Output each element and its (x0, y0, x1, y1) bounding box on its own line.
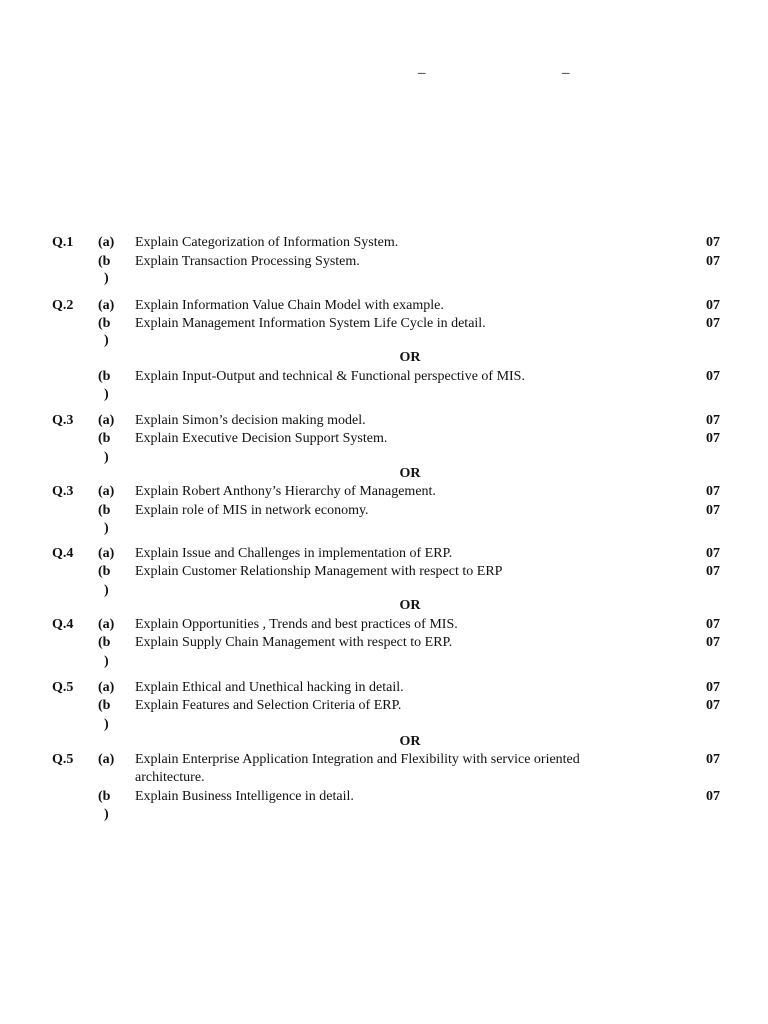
part-paren-row (0, 520, 768, 538)
part-paren-row (0, 806, 768, 824)
question-text: Explain Categorization of Information System. (135, 235, 399, 250)
part-paren-row (0, 386, 768, 404)
question-text: Explain Ethical and Unethical hacking in detail. (135, 680, 404, 695)
question-row (0, 430, 768, 448)
question-text: Explain Simon’s decision making model. (135, 413, 366, 428)
question-row (0, 616, 768, 634)
question-continuation-row (0, 769, 768, 787)
header-dash-left: – (418, 65, 426, 81)
question-row (0, 412, 768, 430)
question-text: Explain Information Value Chain Model with example. (135, 298, 444, 313)
question-number: Q.4 (52, 617, 74, 632)
question-text: Explain Business Intelligence in detail. (135, 789, 354, 804)
question-marks: 07 (706, 635, 720, 650)
part-paren-row (0, 332, 768, 350)
question-part: (b (98, 635, 111, 650)
question-text: Explain Robert Anthony’s Hierarchy of Management. (135, 484, 436, 499)
question-text: Explain Management Information System Life Cycle in detail. (135, 316, 486, 331)
question-row (0, 483, 768, 501)
question-row (0, 634, 768, 652)
question-row (0, 751, 768, 769)
question-text: Explain Opportunities , Trends and best practices of MIS. (135, 617, 458, 632)
part-paren: ) (104, 807, 109, 822)
question-marks: 07 (706, 484, 720, 499)
question-marks: 07 (706, 617, 720, 632)
part-paren-row (0, 716, 768, 734)
or-separator: OR (399, 350, 421, 365)
question-part: (b (98, 316, 111, 331)
question-number: Q.3 (52, 413, 74, 428)
question-part: (a) (98, 617, 115, 632)
question-number: Q.5 (52, 680, 74, 695)
question-number: Q.1 (52, 235, 74, 250)
part-paren: ) (104, 387, 109, 402)
question-part: (b (98, 369, 111, 384)
question-part: (b (98, 789, 111, 804)
part-paren-row (0, 653, 768, 671)
question-row (0, 502, 768, 520)
part-paren: ) (104, 654, 109, 669)
question-text: Explain Executive Decision Support System. (135, 431, 388, 446)
question-text: Explain Transaction Processing System. (135, 254, 360, 269)
part-paren: ) (104, 271, 109, 286)
question-marks: 07 (706, 789, 720, 804)
question-text: Explain Supply Chain Management with respect to ERP. (135, 635, 453, 650)
question-marks: 07 (706, 752, 720, 767)
question-marks: 07 (706, 564, 720, 579)
part-paren: ) (104, 717, 109, 732)
header-dash-right: – (562, 65, 570, 81)
part-paren-row (0, 270, 768, 288)
question-row (0, 563, 768, 581)
question-row (0, 788, 768, 806)
question-row (0, 368, 768, 386)
question-marks: 07 (706, 369, 720, 384)
question-row (0, 253, 768, 271)
question-text-continuation: architecture. (135, 770, 205, 785)
question-number: Q.3 (52, 484, 74, 499)
question-part: (b (98, 698, 111, 713)
question-number: Q.2 (52, 298, 74, 313)
question-row (0, 679, 768, 697)
question-part: (a) (98, 235, 115, 250)
question-marks: 07 (706, 316, 720, 331)
question-part: (b (98, 254, 111, 269)
question-text: Explain role of MIS in network economy. (135, 503, 369, 518)
question-part: (a) (98, 413, 115, 428)
question-row (0, 297, 768, 315)
question-marks: 07 (706, 254, 720, 269)
question-text: Explain Customer Relationship Management with respect to ERP (135, 564, 503, 579)
question-text: Explain Input-Output and technical & Functional perspective of MIS. (135, 369, 525, 384)
question-part: (a) (98, 680, 115, 695)
question-marks: 07 (706, 546, 720, 561)
question-marks: 07 (706, 235, 720, 250)
question-number: Q.5 (52, 752, 74, 767)
question-row (0, 545, 768, 563)
question-text: Explain Enterprise Application Integration and Flexibility with service oriented (135, 752, 580, 767)
question-row (0, 315, 768, 333)
question-text: Explain Issue and Challenges in implementation of ERP. (135, 546, 453, 561)
question-marks: 07 (706, 698, 720, 713)
part-paren: ) (104, 583, 109, 598)
part-paren: ) (104, 521, 109, 536)
question-part: (b (98, 564, 111, 579)
question-part: (a) (98, 546, 115, 561)
question-number: Q.4 (52, 546, 74, 561)
question-row (0, 234, 768, 252)
question-part: (b (98, 503, 111, 518)
or-separator: OR (399, 734, 421, 749)
part-paren: ) (104, 333, 109, 348)
question-marks: 07 (706, 680, 720, 695)
question-marks: 07 (706, 503, 720, 518)
or-separator: OR (399, 598, 421, 613)
question-part: (b (98, 431, 111, 446)
part-paren: ) (104, 450, 109, 465)
question-text: Explain Features and Selection Criteria of ERP. (135, 698, 402, 713)
question-part: (a) (98, 484, 115, 499)
or-separator: OR (399, 466, 421, 481)
question-marks: 07 (706, 298, 720, 313)
question-part: (a) (98, 298, 115, 313)
question-part: (a) (98, 752, 115, 767)
question-row (0, 697, 768, 715)
question-marks: 07 (706, 431, 720, 446)
question-marks: 07 (706, 413, 720, 428)
